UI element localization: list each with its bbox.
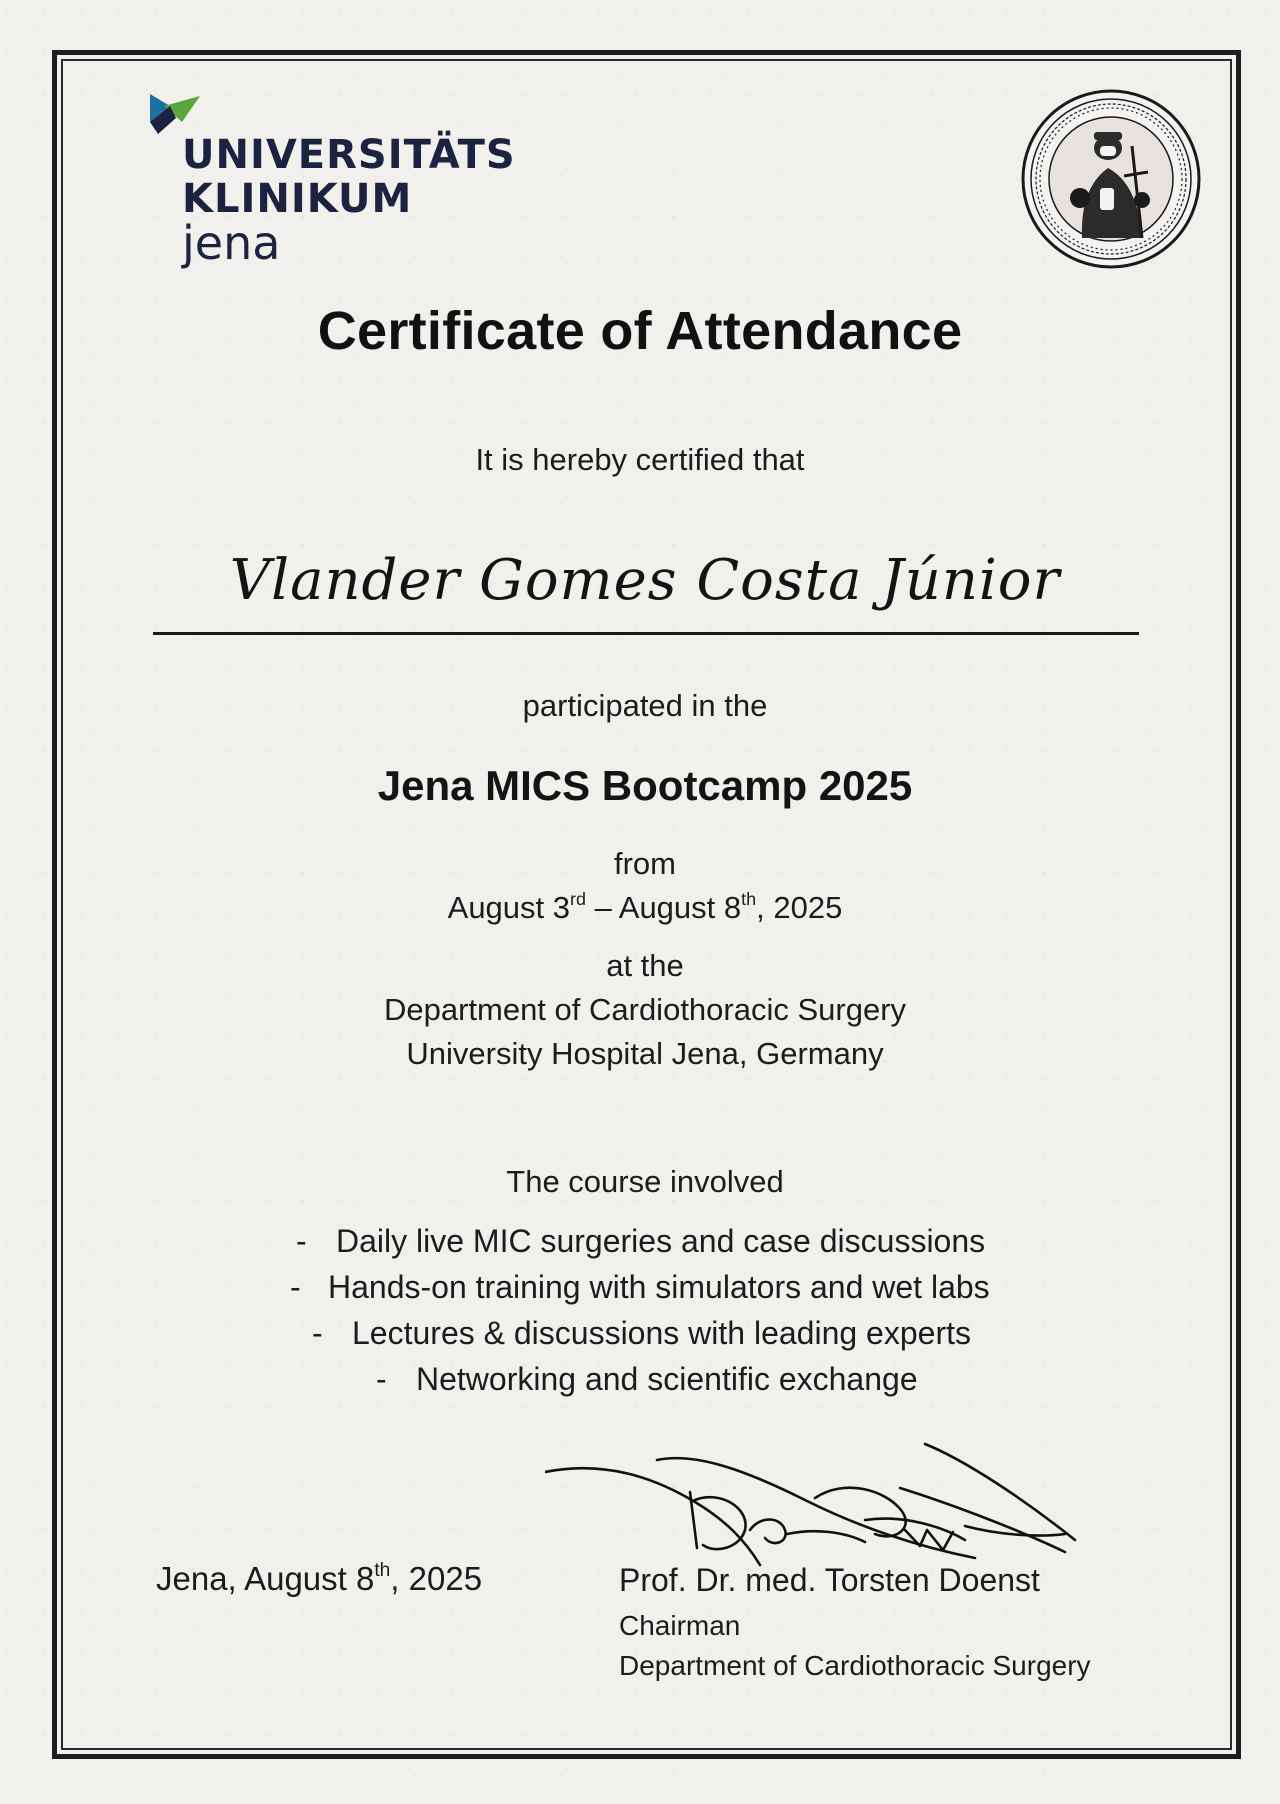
- hospital-text: University Hospital Jena, Germany: [406, 1036, 884, 1071]
- date-separator: –: [586, 890, 619, 925]
- list-bullet: -: [312, 1315, 323, 1351]
- event-title: Jena MICS Bootcamp 2025: [377, 762, 913, 809]
- list-bullet: -: [290, 1269, 301, 1305]
- logo-text-line2: KLINIKUM: [182, 176, 413, 222]
- date-range: [0, 890, 1280, 926]
- list-item-text: Lectures & discussions with leading experts: [352, 1315, 971, 1351]
- end-date-suffix: th: [741, 889, 757, 910]
- list-bullet: -: [296, 1223, 307, 1259]
- place-date-year: , 2025: [390, 1560, 483, 1597]
- list-bullet: -: [376, 1361, 387, 1397]
- course-items-list: [0, 1218, 1280, 1402]
- university-hospital-logo: [150, 92, 520, 272]
- place-date-suffix: th: [374, 1560, 391, 1582]
- place-date-text: Jena, August 8: [156, 1560, 375, 1597]
- list-item: [0, 1218, 1280, 1264]
- date-year: , 2025: [756, 890, 843, 925]
- end-date: August 8: [618, 890, 742, 925]
- start-date-suffix: rd: [570, 889, 586, 910]
- list-item: [0, 1310, 1280, 1356]
- signer-department: Department of Cardiothoracic Surgery: [619, 1650, 1091, 1681]
- list-item-text: Hands-on training with simulators and wet labs: [328, 1269, 990, 1305]
- recipient-name: Vlander Gomes Costa Júnior: [229, 548, 1061, 613]
- list-item-text: Networking and scientific exchange: [416, 1361, 918, 1397]
- signer-name: Prof. Dr. med. Torsten Doenst: [619, 1562, 1040, 1598]
- at-the-text: at the: [606, 948, 684, 983]
- list-item-text: Daily live MIC surgeries and case discussions: [336, 1223, 986, 1259]
- logo-text-line3: jena: [182, 216, 281, 270]
- university-seal-icon: [1020, 88, 1202, 270]
- list-item: [0, 1264, 1280, 1310]
- start-date: August 3: [447, 890, 571, 925]
- participated-text: participated in the: [522, 688, 768, 723]
- intro-text: It is hereby certified that: [475, 442, 805, 477]
- name-underline: [153, 632, 1139, 635]
- list-item: [0, 1356, 1280, 1402]
- place-and-date: [156, 1560, 482, 1598]
- department-text: Department of Cardiothoracic Surgery: [383, 992, 907, 1027]
- from-text: from: [614, 846, 676, 881]
- signer-role: Chairman: [619, 1610, 741, 1641]
- certificate-title: Certificate of Attendance: [317, 301, 963, 361]
- course-heading: The course involved: [506, 1164, 784, 1199]
- logo-text-line1: UNIVERSITÄTS: [182, 132, 516, 178]
